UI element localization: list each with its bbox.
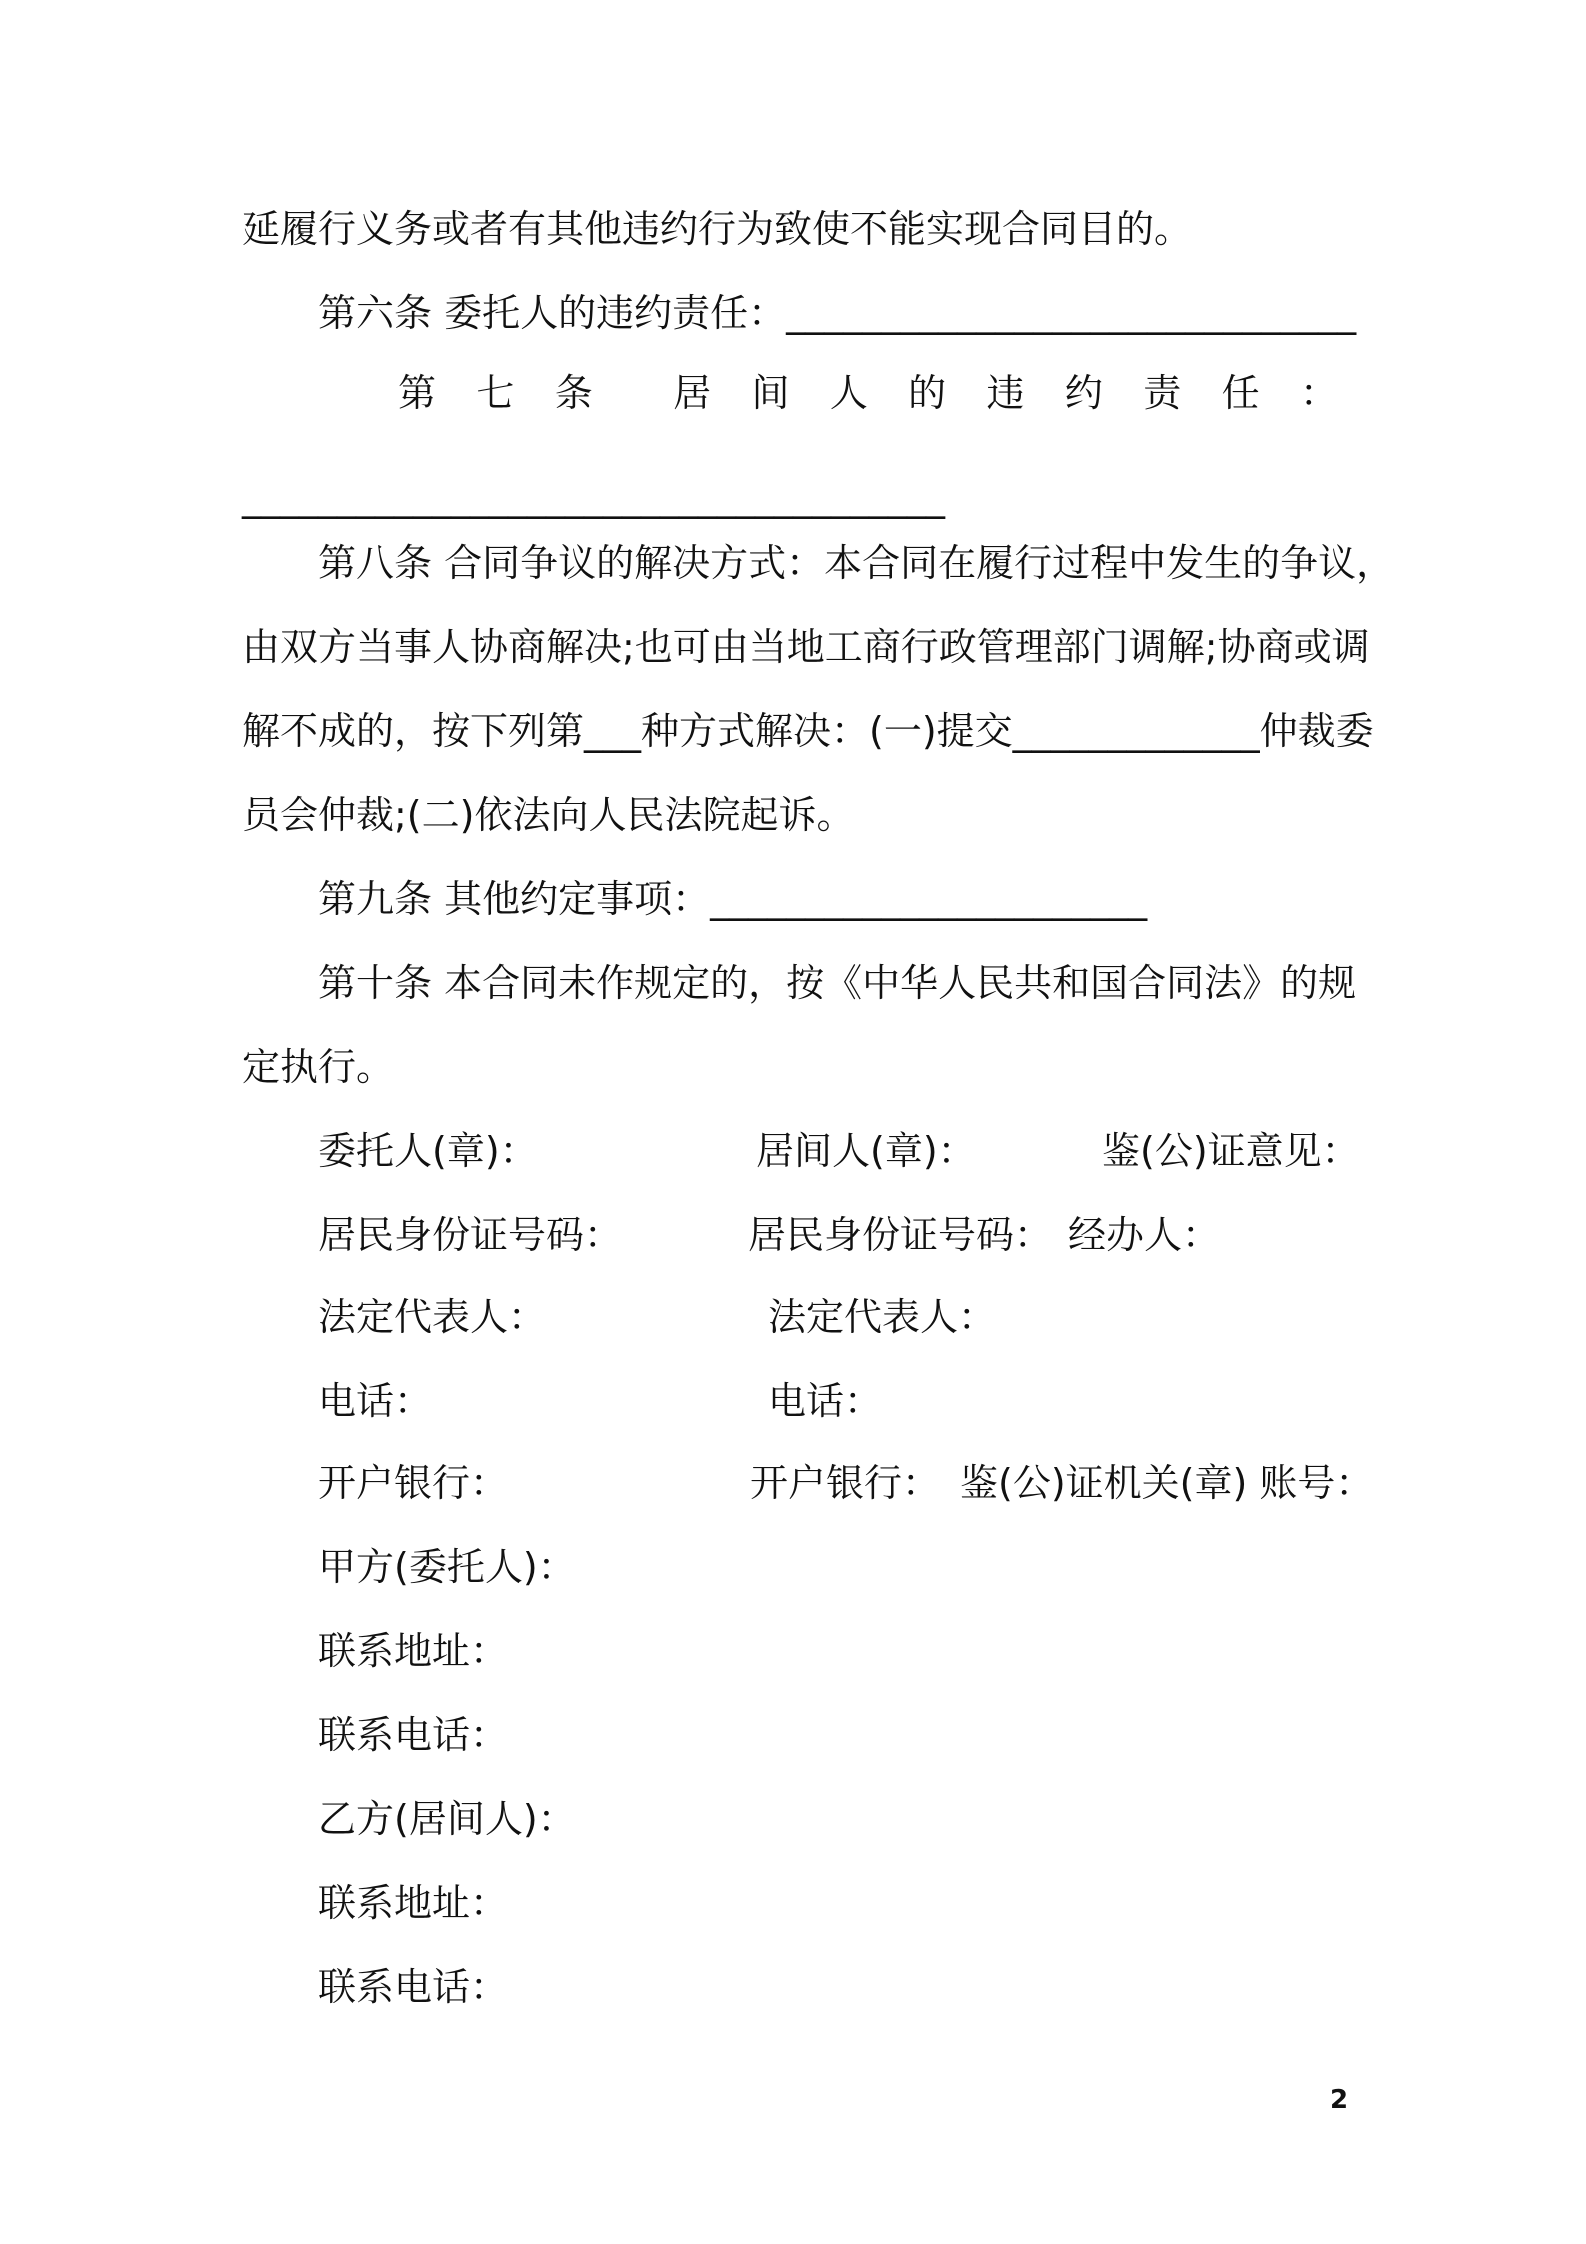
signature-principal-bank: 开户银行： xyxy=(318,1461,509,1505)
signature-notary-opinion: 鉴(公)证意见： xyxy=(1102,1129,1360,1173)
signature-broker-rep: 法定代表人： xyxy=(768,1295,997,1339)
article-7-char: 条 xyxy=(554,371,593,415)
article-8-line-1: 第八条 合同争议的解决方式：本合同在履行过程中发生的争议， xyxy=(318,541,1395,585)
paragraph-continuation: 延履行义务或者有其他违约行为致使不能实现合同目的。 xyxy=(242,207,1193,251)
article-7-char: 人 xyxy=(829,371,868,415)
signature-broker-id: 居民身份证号码： xyxy=(748,1213,1053,1257)
page-number: 2 xyxy=(1330,2085,1349,2115)
article-8-line-3: 解不成的，按下列第___种方式解决：(一)提交_____________仲裁委 xyxy=(242,709,1374,753)
signature-principal-phone: 电话： xyxy=(318,1379,433,1423)
signature-principal-rep: 法定代表人： xyxy=(318,1295,547,1339)
signature-broker-seal: 居间人(章)： xyxy=(756,1129,976,1173)
party-b-address: 联系地址： xyxy=(318,1881,509,1925)
article-7-char: 七 xyxy=(476,371,515,415)
signature-broker-bank: 开户银行： xyxy=(750,1461,941,1505)
article-10-line-2: 定执行。 xyxy=(242,1045,395,1089)
article-6: 第六条 委托人的违约责任：______________________________ xyxy=(318,291,1357,335)
party-b-phone: 联系电话： xyxy=(318,1965,509,2009)
party-b-label: 乙方(居间人)： xyxy=(318,1797,576,1841)
article-8-line-4: 员会仲裁;(二)依法向人民法院起诉。 xyxy=(242,793,855,837)
article-7-char: 的 xyxy=(908,371,947,415)
signature-principal-id: 居民身份证号码： xyxy=(318,1213,623,1257)
article-9: 第九条 其他约定事项：_______________________ xyxy=(318,877,1148,921)
article-10-line-1: 第十条 本合同未作规定的，按《中华人民共和国合同法》的规 xyxy=(318,961,1357,1005)
signature-principal-seal: 委托人(章)： xyxy=(318,1129,538,1173)
signature-handler: 经办人： xyxy=(1068,1213,1221,1257)
article-7-char: 任 xyxy=(1221,371,1260,415)
article-7-char: 约 xyxy=(1064,371,1103,415)
party-a-address: 联系地址： xyxy=(318,1629,509,1673)
article-7-char: 间 xyxy=(751,371,790,415)
article-7-char: 违 xyxy=(986,371,1025,415)
article-7-char: 责 xyxy=(1143,371,1182,415)
article-7-heading xyxy=(398,368,1338,418)
party-a-phone: 联系电话： xyxy=(318,1713,509,1757)
article-7-blank: _____________________________________ xyxy=(242,475,945,519)
article-7-char: ： xyxy=(1299,371,1338,415)
signature-broker-phone: 电话： xyxy=(768,1379,883,1423)
party-a-label: 甲方(委托人)： xyxy=(318,1545,576,1589)
article-7-char: 居 xyxy=(673,371,712,415)
signature-notary-office: 鉴(公)证机关(章) 账号： xyxy=(960,1461,1374,1505)
article-8-line-2: 由双方当事人协商解决;也可由当地工商行政管理部门调解;协商或调 xyxy=(242,625,1370,669)
article-7-char: 第 xyxy=(398,371,437,415)
